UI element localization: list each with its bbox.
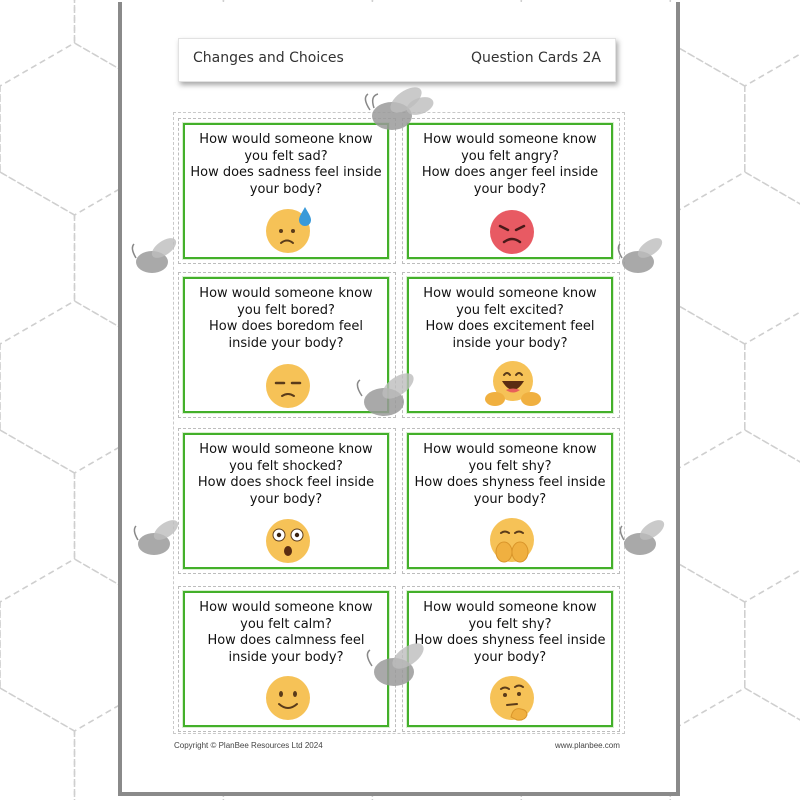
card-line: inside your body?: [228, 335, 344, 351]
worksheet-title: Changes and Choices: [193, 50, 344, 66]
hex-cell: [745, 301, 800, 473]
card-line: How does excitement feel: [425, 319, 595, 334]
card-line: you felt angry?: [461, 148, 559, 164]
bee-icon: [346, 372, 430, 424]
shy-face-icon: [487, 515, 537, 565]
card-line: How would someone know: [199, 442, 373, 457]
card-line: you felt bored?: [237, 302, 335, 318]
worksheet-header: [178, 38, 616, 82]
card-line: your body?: [473, 181, 547, 197]
card-line: How does anger feel inside: [421, 165, 599, 180]
bee-icon: [612, 518, 674, 562]
hex-cell: [0, 430, 75, 602]
card-line: you felt shocked?: [229, 458, 343, 474]
question-card-shocked: [178, 428, 396, 574]
thinking-face-icon: [487, 673, 537, 723]
card-line: How does calmness feel: [207, 633, 365, 648]
sad-face-icon: [263, 205, 313, 255]
card-line: your body?: [473, 491, 547, 507]
card-line: you felt shy?: [468, 458, 552, 474]
worksheet-subtitle: Question Cards 2A: [470, 50, 601, 66]
bee-icon: [124, 236, 186, 280]
hex-cell: [670, 172, 800, 344]
shocked-face-icon: [263, 515, 313, 565]
card-line: your body?: [473, 649, 547, 665]
bored-face-icon: [263, 359, 313, 409]
bee-icon: [126, 518, 188, 562]
hex-cell: [0, 172, 75, 344]
hex-cell: [670, 688, 800, 800]
card-question: [411, 132, 609, 198]
question-card-shy: [402, 428, 620, 574]
card-line: How does shyness feel inside: [414, 475, 606, 490]
hex-cell: [670, 430, 800, 602]
card-question: [187, 442, 385, 508]
card-line: How does shock feel inside: [197, 475, 375, 490]
hex-cell: [745, 559, 800, 731]
bee-icon: [354, 86, 438, 138]
bee-icon: [610, 236, 672, 280]
card-question: [187, 132, 385, 198]
card-line: How would someone know: [199, 132, 373, 147]
excited-face-icon: [483, 359, 543, 409]
hex-cell: [0, 688, 75, 800]
card-line: How does boredom feel: [208, 319, 364, 334]
card-line: you felt excited?: [456, 302, 564, 318]
question-card-excited: [402, 272, 620, 418]
card-line: inside your body?: [452, 335, 568, 351]
card-line: your body?: [249, 181, 323, 197]
card-line: How does shyness feel inside: [414, 633, 606, 648]
card-line: How does sadness feel inside: [190, 165, 382, 180]
card-line: How would someone know: [423, 600, 597, 615]
card-line: inside your body?: [228, 649, 344, 665]
card-line: your body?: [249, 491, 323, 507]
card-line: How would someone know: [199, 600, 373, 615]
question-card-angry: [402, 118, 620, 264]
card-line: How would someone know: [423, 442, 597, 457]
card-line: How would someone know: [423, 132, 597, 147]
card-question: [411, 600, 609, 666]
hex-cell: [745, 43, 800, 215]
footer-copyright: Copyright © PlanBee Resources Ltd 2024: [174, 741, 323, 750]
card-line: How would someone know: [199, 286, 373, 301]
card-line: you felt shy?: [468, 616, 552, 632]
card-line: you felt calm?: [240, 616, 332, 632]
card-line: How would someone know: [423, 286, 597, 301]
footer-website: www.planbee.com: [555, 741, 620, 750]
calm-face-icon: [263, 673, 313, 723]
hex-cell: [670, 0, 800, 86]
card-question: [187, 286, 385, 352]
question-card-sad: [178, 118, 396, 264]
card-question: [411, 286, 609, 352]
card-question: [411, 442, 609, 508]
bee-icon: [356, 642, 440, 694]
angry-face-icon: [487, 205, 537, 255]
hex-cell: [0, 0, 75, 86]
card-line: you felt sad?: [244, 148, 328, 164]
